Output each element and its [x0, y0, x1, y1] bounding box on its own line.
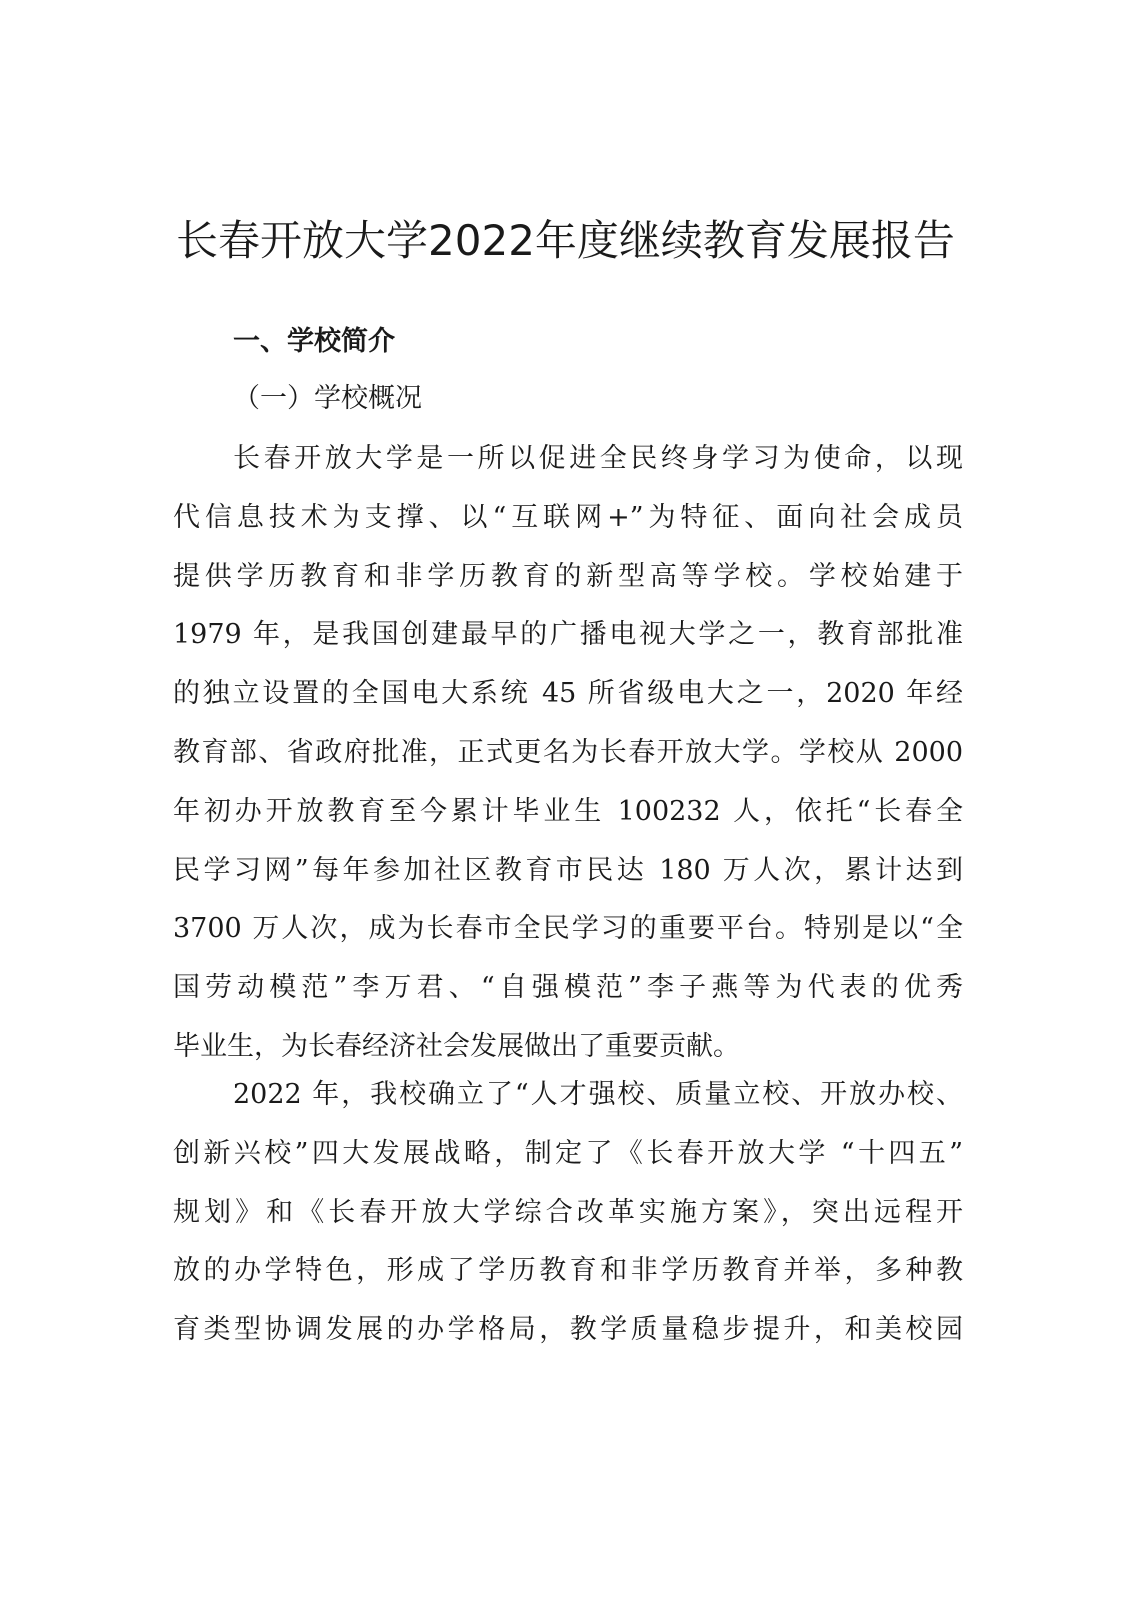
paragraph-line: 长春开放大学是一所以促进全民终身学习为使命，以现 [233, 443, 963, 474]
paragraph-line: 民学习网”每年参加社区教育市民达 180 万人次，累计达到 [173, 854, 963, 886]
paragraph-line: 国劳动模范”李万君、“自强模范”李子燕等为代表的优秀 [173, 972, 963, 1004]
paragraph-line: 教育部、省政府批准，正式更名为长春开放大学。学校从 2000 [173, 736, 963, 768]
paragraph-line: 年初办开放教育至今累计毕业生 100232 人，依托“长春全 [173, 795, 963, 827]
paragraph-2022-strategy [173, 1066, 963, 1360]
paragraph-line: 规划》和《长春开放大学综合改革实施方案》，突出远程开 [173, 1196, 963, 1228]
paragraph-line: 3700 万人次，成为长春市全民学习的重要平台。特别是以“全 [173, 913, 963, 945]
paragraph-line: 2022 年，我校确立了“人才强校、质量立校、开放办校、 [233, 1079, 963, 1110]
section-heading: 一、学校简介 [233, 326, 395, 357]
paragraph-school-overview [173, 430, 963, 1077]
paragraph-line: 提供学历教育和非学历教育的新型高等学校。学校始建于 [173, 560, 963, 592]
paragraph-line: 毕业生，为长春经济社会发展做出了重要贡献。 [173, 1030, 740, 1062]
subsection-heading: （一）学校概况 [233, 383, 422, 414]
paragraph-line: 放的办学特色，形成了学历教育和非学历教育并举，多种教 [173, 1255, 963, 1287]
paragraph-line: 创新兴校”四大发展战略，制定了《长春开放大学 “十四五” [173, 1137, 963, 1169]
paragraph-line: 1979 年，是我国创建最早的广播电视大学之一，教育部批准 [173, 619, 963, 651]
document-title: 长春开放大学2022年度继续教育发展报告 [176, 216, 955, 265]
paragraph-line: 的独立设置的全国电大系统 45 所省级电大之一，2020 年经 [173, 678, 963, 710]
paragraph-line: 育类型协调发展的办学格局，教学质量稳步提升，和美校园 [173, 1314, 963, 1346]
paragraph-line: 代信息技术为支撑、以“互联网+”为特征、面向社会成员 [173, 501, 963, 533]
